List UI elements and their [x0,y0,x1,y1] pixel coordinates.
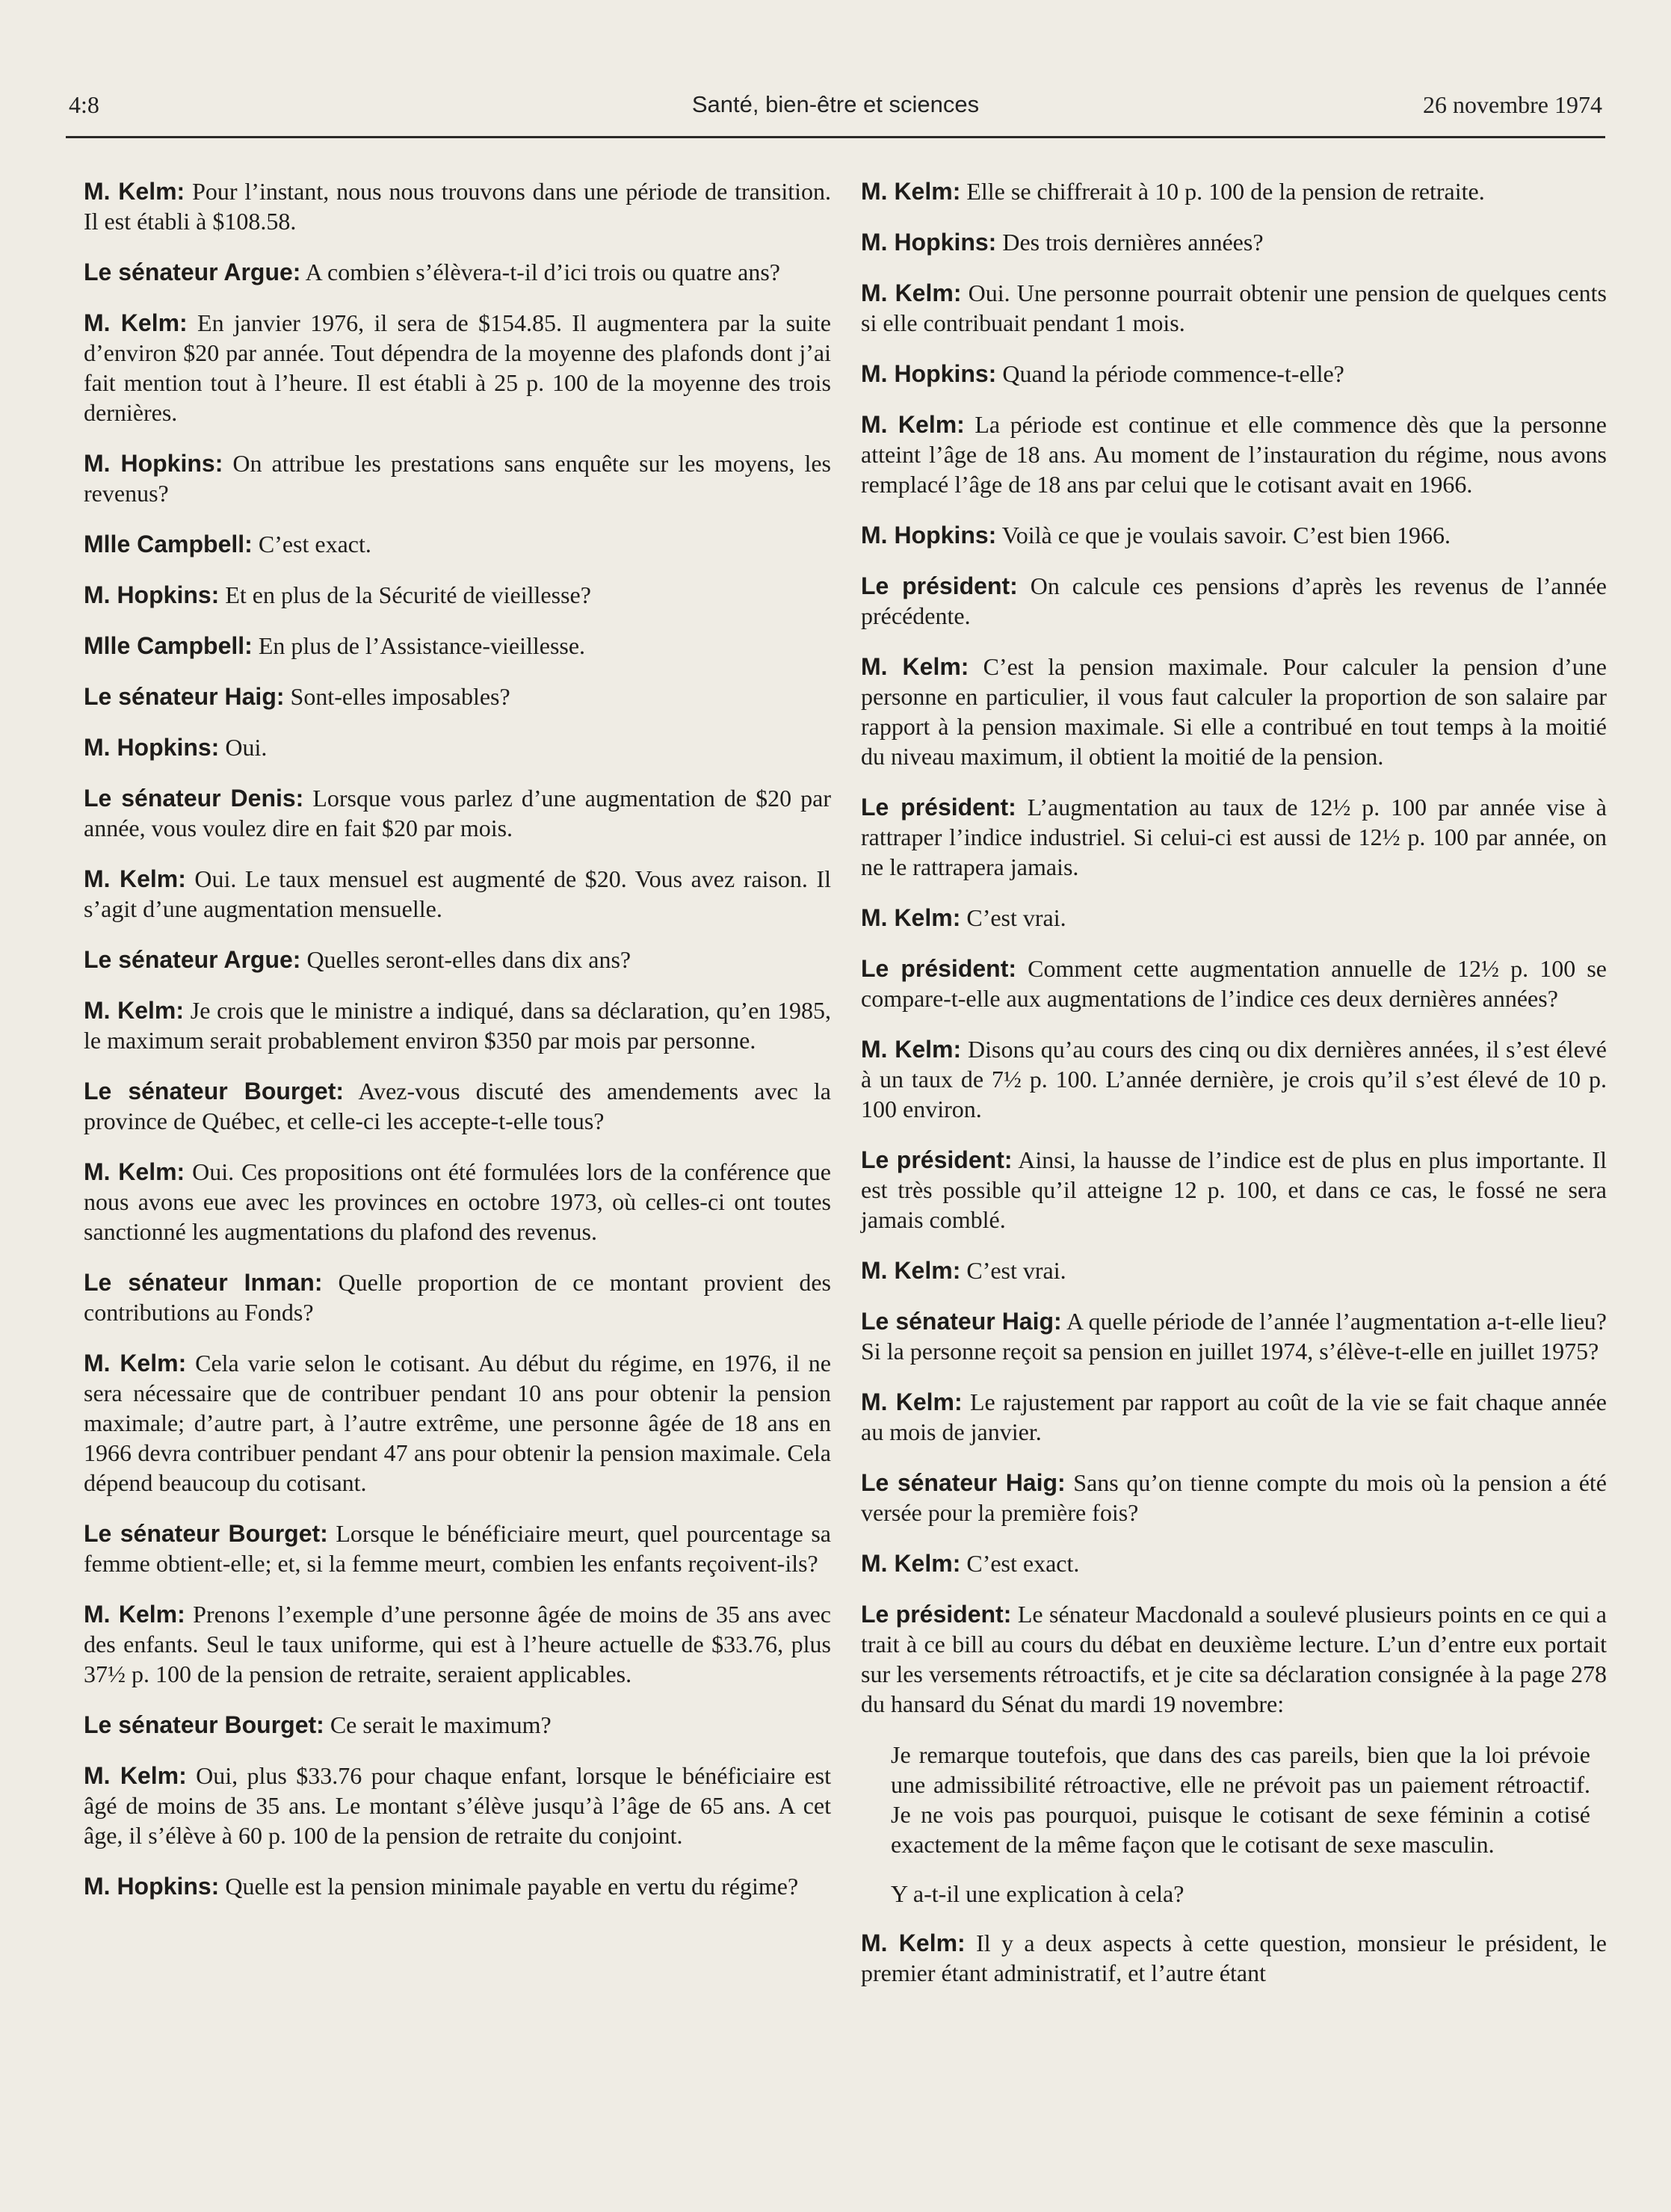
speech-text: Disons qu’au cours des cinq ou dix dernières années, il s’est élevé à un taux de 7½ p. 100. L’année dernière, je crois qu’il s’est élevé de 10 p. 100 environ. [861,1036,1607,1122]
dialogue-paragraph [84,308,831,427]
dialogue-paragraph [84,631,831,661]
speech-text: A quelle période de l’année l’augmentation a-t-elle lieu? Si la personne reçoit sa pension en juillet 1974, s’élève-t-elle en juillet 1975? [861,1308,1607,1365]
dialogue-paragraph [84,580,831,610]
dialogue-paragraph [861,1255,1607,1285]
speaker-name: M. Kelm: [84,865,186,892]
dialogue-paragraph [861,1599,1607,1719]
speaker-name: Le sénateur Bourget: [84,1078,345,1105]
dialogue-paragraph [84,529,831,559]
speech-text: C’est vrai. [960,1257,1066,1284]
speech-text: Oui. Ces propositions ont été formulées lors de la conférence que nous avons eue avec les provinces en octobre 1973, où celles-ci ont toutes sanctionné les augmentations du plafond des revenus. [84,1158,832,1245]
dialogue-paragraph [861,359,1607,389]
dialogue-paragraph [861,227,1607,257]
speech-text: Oui. Une personne pourrait obtenir une pension de quelques cents si elle contribuait pendant 1 mois. [861,279,1607,336]
right-column [861,176,1607,2009]
speech-text: On calcule ces pensions d’après les revenus de l’année précédente. [861,572,1607,629]
speech-text: Sont-elles imposables? [284,683,510,710]
speech-text: Prenons l’exemple d’une personne âgée de moins de 35 ans avec des enfants. Seul le taux uniforme, qui est à l’heure actuelle de $33.76, plus 37½ p. 100 de la pension de retraite, seraient applicables. [84,1601,832,1687]
speaker-name: M. Kelm: [861,1930,966,1956]
speaker-name: Le président: [861,572,1018,599]
running-title: Santé, bien-être et sciences [691,91,980,117]
speech-text: Oui. [219,734,268,761]
dialogue-paragraph [84,1599,831,1689]
speech-text: En plus de l’Assistance-vieillesse. [252,632,586,659]
speech-text: C’est exact. [252,531,371,557]
speaker-name: Mlle Campbell: [84,632,253,659]
speech-text: C’est exact. [960,1550,1080,1577]
dialogue-paragraph [84,1710,831,1740]
dialogue-paragraph [84,1519,831,1578]
dialogue-paragraph [861,410,1607,499]
speech-text: Des trois dernières années? [996,229,1264,256]
speaker-name: M. Hopkins: [84,581,220,608]
speech-text: La période est continue et elle commence dès que la personne atteint l’âge de 18 ans. Au moment de l’instauration du régime, nous avons remplacé l’âge de 18 ans par celui que le cotisant avait en 1966. [861,411,1607,498]
speaker-name: Le sénateur Haig: [861,1469,1066,1496]
header-rule [66,136,1605,138]
speaker-name: Le sénateur Argue: [84,946,301,973]
speaker-name: M. Hopkins: [84,1873,220,1900]
speaker-name: Mlle Campbell: [84,531,253,557]
speech-text: C’est la pension maximale. Pour calculer la pension d’une personne en particulier, il vous faut calculer la proportion de son salaire par rapport à la pension maximale. Si elle a contribué en tout temps à la moitié du niveau maximum, il obtient la moitié de la pension. [861,653,1607,770]
speech-text: Avez-vous discuté des amendements avec la province de Québec, et celle-ci les accepte-t-elle tous? [84,1078,831,1134]
speaker-name: Le sénateur Haig: [84,683,285,710]
speaker-name: M. Kelm: [84,309,188,336]
dialogue-paragraph [84,257,831,287]
speaker-name: M. Kelm: [84,1350,187,1377]
speech-text: Il y a deux aspects à cette question, monsieur le président, le premier étant administratif, et l’autre étant [861,1930,1607,1986]
speech-text: En janvier 1976, il sera de $154.85. Il augmentera par la suite d’environ $20 par année. Tout dépendra de la moyenne des plafonds dont j’ai fait mention tout à l’heure. Il est établi à 25 p. 100 de la moyenne des trois dernières. [84,309,832,426]
speech-text: Oui. Le taux mensuel est augmenté de $20. Vous avez raison. Il s’agit d’une augmentation mensuelle. [84,865,832,922]
speech-text: Voilà ce que je voulais savoir. C’est bien 1966. [996,522,1451,549]
block-quote: Je remarque toutefois, que dans des cas pareils, bien que la loi prévoie une admissibilité rétroactive, elle ne prévoit pas un paiement rétroactif. Je ne vois pas pourquoi, puisque le cotisant de sexe féminin a cotisé exactement de la même façon que le cotisant de sexe masculin. [891,1741,1590,1858]
speaker-name: Le sénateur Denis: [84,785,304,812]
speech-text: Ainsi, la hausse de l’indice est de plus en plus importante. Il est très possible qu’il atteigne 12 p. 100, et dans ce cas, le fossé ne sera jamais comblé. [861,1146,1607,1233]
dialogue-paragraph [84,995,831,1055]
speaker-name: M. Kelm: [861,178,961,205]
dialogue-paragraph [861,954,1607,1013]
right-paragraphs [861,176,1607,1719]
speaker-name: M. Kelm: [861,1550,961,1577]
speaker-name: M. Kelm: [84,178,185,205]
speaker-name: Le sénateur Bourget: [84,1520,328,1547]
dialogue-paragraph [84,945,831,974]
dialogue-paragraph [861,1548,1607,1578]
dialogue-paragraph [861,792,1607,882]
dialogue-paragraph [84,783,831,843]
speaker-name: M. Kelm: [861,279,962,306]
speech-text: Quand la période commence-t-elle? [996,360,1344,387]
speech-text: Je crois que le ministre a indiqué, dans sa déclaration, qu’en 1985, le maximum serait probablement environ $350 par mois par personne. [84,997,832,1054]
speech-text: Oui, plus $33.76 pour chaque enfant, lorsque le bénéficiaire est âgé de moins de 35 ans. Le montant s’élève jusqu’à l’âge de 65 ans. A cet âge, il s’élève à 60 p. 100 de la pension de retraite du conjoint. [84,1762,832,1849]
speech-text: C’est vrai. [960,904,1066,931]
speaker-name: M. Hopkins: [861,522,997,549]
dialogue-paragraph [861,903,1607,933]
speech-text: Et en plus de la Sécurité de vieillesse? [219,581,591,608]
speech-text: Comment cette augmentation annuelle de 12½ p. 100 se compare-t-elle aux augmentations de l’indice ces deux dernières années? [861,955,1607,1012]
speaker-name: M. Kelm: [84,1158,185,1185]
speaker-name: M. Kelm: [84,1601,185,1628]
speaker-name: Le sénateur Argue: [84,259,301,285]
dialogue-paragraph [861,520,1607,550]
question-line: Y a-t-il une explication à cela? [891,1880,1184,1907]
speech-text: Le sénateur Macdonald a soulevé plusieurs points en ce qui a trait à ce bill au cours du débat en deuxième lecture. L’un d’entre eux portait sur les versements rétroactifs, et je cite sa déclaration consignée à la page 278 du hansard du Sénat du mardi 19 novembre: [861,1601,1607,1717]
speaker-name: M. Kelm: [861,1257,961,1284]
speaker-name: M. Kelm: [84,997,185,1024]
dialogue-paragraph [861,1145,1607,1235]
speaker-name: M. Hopkins: [84,734,220,761]
speech-text: Sans qu’on tienne compte du mois où la pension a été versée pour la première fois? [861,1469,1607,1526]
dialogue-paragraph [861,1034,1607,1124]
speech-text: Quelle est la pension minimale payable en vertu du régime? [219,1873,799,1900]
dialogue-paragraph [84,732,831,762]
dialogue-paragraph [861,1468,1607,1527]
dialogue-paragraph [861,1306,1607,1366]
page-number: 4:8 [69,91,99,118]
speaker-name: Le président: [861,1146,1013,1173]
speaker-name: M. Kelm: [861,1036,962,1063]
speaker-name: Le président: [861,955,1017,982]
speech-text: Lorsque le bénéficiaire meurt, quel pourcentage sa femme obtient-elle; et, si la femme meurt, combien les enfants reçoivent-ils? [84,1520,832,1577]
dialogue-paragraph [84,1761,831,1850]
speech-text: Cela varie selon le cotisant. Au début du régime, en 1976, il ne sera nécessaire que de contribuer pendant 10 ans pour obtenir la pension maximale; d’autre part, à l’autre extrême, une personne âgée de 18 ans en 1966 devra contribuer pendant 47 ans pour obtenir la pension maximale. Cela dépend beaucoup du cotisant. [84,1350,832,1496]
speaker-name: M. Hopkins: [861,229,997,256]
page-date: 26 novembre 1974 [1423,91,1602,118]
speaker-name: Le sénateur Bourget: [84,1711,324,1738]
dialogue-paragraph [84,448,831,508]
speech-text: Quelles seront-elles dans dix ans? [300,946,631,973]
final-paragraph [861,1928,1607,1988]
dialogue-paragraph [84,176,831,236]
speaker-name: M. Hopkins: [84,450,223,477]
speaker-name: M. Kelm: [861,1388,963,1415]
dialogue-paragraph [84,1267,831,1327]
speaker-name: Le président: [861,1601,1012,1628]
dialogue-paragraph [861,1387,1607,1447]
speech-text: L’augmentation au taux de 12½ p. 100 par année vise à rattraper l’indice industriel. Si celui-ci est aussi de 12½ p. 100 par année, on ne le rattrapera jamais. [861,794,1607,880]
dialogue-paragraph [861,652,1607,771]
speech-text: Lorsque vous parlez d’une augmentation de $20 par année, vous voulez dire en fait $20 par mois. [84,785,832,841]
dialogue-paragraph [861,571,1607,631]
dialogue-paragraph [84,1157,831,1246]
speaker-name: Le sénateur Inman: [84,1269,323,1296]
speech-text: Pour l’instant, nous nous trouvons dans une période de transition. Il est établi à $108.58. [84,178,832,235]
dialogue-paragraph [84,1871,831,1901]
speech-text: Ce serait le maximum? [324,1711,552,1738]
dialogue-paragraph [84,682,831,711]
speech-text: Elle se chiffrerait à 10 p. 100 de la pension de retraite. [960,178,1485,205]
left-column [84,176,831,1922]
dialogue-paragraph [84,1076,831,1136]
speech-text: Quelle proportion de ce montant provient des contributions au Fonds? [84,1269,831,1326]
speaker-name: M. Kelm: [861,653,969,680]
speaker-name: M. Hopkins: [861,360,997,387]
speech-text: A combien s’élèvera-t-il d’ici trois ou quatre ans? [300,259,780,285]
dialogue-paragraph [84,864,831,924]
speaker-name: Le président: [861,794,1016,821]
dialogue-paragraph [861,278,1607,338]
dialogue-paragraph [861,176,1607,206]
speaker-name: M. Kelm: [84,1762,187,1789]
dialogue-paragraph [84,1348,831,1498]
speaker-name: Le sénateur Haig: [861,1308,1062,1335]
speaker-name: M. Kelm: [861,411,965,438]
speech-text: On attribue les prestations sans enquête sur les moyens, les revenus? [84,450,832,507]
speech-text: Le rajustement par rapport au coût de la vie se fait chaque année au mois de janvier. [861,1388,1607,1445]
speaker-name: M. Kelm: [861,904,961,931]
